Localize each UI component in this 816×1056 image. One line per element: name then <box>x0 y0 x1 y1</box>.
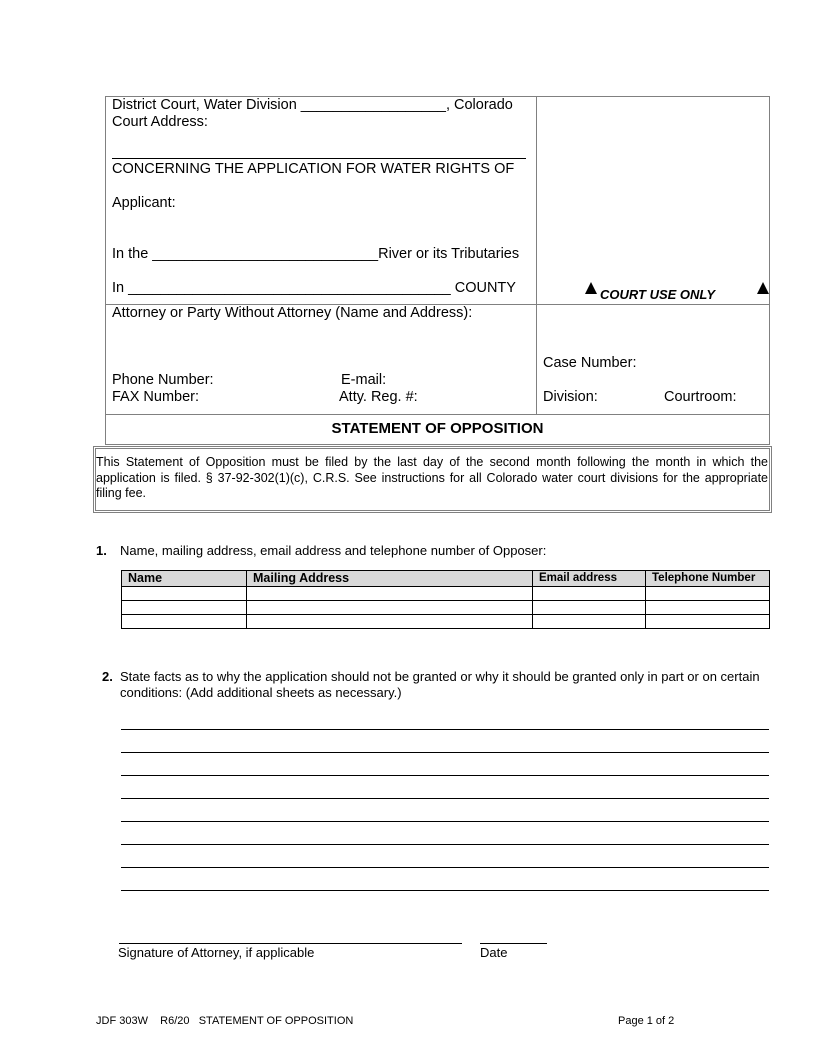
applicant-label: Applicant: <box>112 195 176 211</box>
answer-line[interactable] <box>121 821 769 822</box>
answer-line[interactable] <box>121 752 769 753</box>
col-mailing-address: Mailing Address <box>247 571 533 587</box>
item-2-text-line-2: conditions: (Add additional sheets as necessary.) <box>120 685 402 700</box>
division-label: Division: <box>543 389 598 405</box>
signature-label: Signature of Attorney, if applicable <box>118 945 315 960</box>
mailing-address-cell[interactable] <box>247 615 533 629</box>
opposer-table <box>121 570 770 629</box>
mailing-address-cell[interactable] <box>247 587 533 601</box>
river-line: In the ____________________________River or its Tributaries <box>112 246 520 262</box>
item-2-number: 2. <box>102 669 113 684</box>
table-row <box>122 587 770 601</box>
email-label: E-mail: <box>341 372 387 388</box>
item-1-text: Name, mailing address, email address and telephone number of Opposer: <box>120 543 547 558</box>
date-label: Date <box>480 945 508 960</box>
court-use-only-label: COURT USE ONLY <box>600 287 716 302</box>
item-1-number: 1. <box>96 543 107 558</box>
email-cell[interactable] <box>533 587 646 601</box>
signature-line[interactable] <box>119 943 462 944</box>
answer-line[interactable] <box>121 890 769 891</box>
concerning-heading: CONCERNING THE APPLICATION FOR WATER RIGHTS OF <box>112 161 515 177</box>
fax-label: FAX Number: <box>112 389 200 405</box>
footer-form-id: JDF 303W R6/20 STATEMENT OF OPPOSITION <box>96 1015 354 1027</box>
col-name: Name <box>122 571 247 587</box>
item-2-text-line-1: State facts as to why the application should not be granted or why it should be granted only in part or on certain <box>120 669 760 684</box>
mailing-address-cell[interactable] <box>247 601 533 615</box>
answer-line[interactable] <box>121 775 769 776</box>
opposer-table-header <box>122 571 770 587</box>
name-cell[interactable] <box>122 601 247 615</box>
telephone-cell[interactable] <box>646 615 770 629</box>
caption-title-rule <box>105 414 770 415</box>
name-cell[interactable] <box>122 615 247 629</box>
phone-label: Phone Number: <box>112 372 214 388</box>
name-cell[interactable] <box>122 587 247 601</box>
email-cell[interactable] <box>533 615 646 629</box>
date-line[interactable] <box>480 943 547 944</box>
triangle-left-icon <box>585 281 597 299</box>
answer-line[interactable] <box>121 844 769 845</box>
court-address-label: Court Address: <box>112 114 208 130</box>
caption-divider <box>536 96 537 414</box>
courtroom-label: Courtroom: <box>664 389 737 405</box>
footer-page-number: Page 1 of 2 <box>618 1015 675 1027</box>
court-address-rule <box>112 158 526 159</box>
table-row <box>122 615 770 629</box>
answer-line[interactable] <box>121 798 769 799</box>
telephone-cell[interactable] <box>646 587 770 601</box>
answer-line[interactable] <box>121 729 769 730</box>
telephone-cell[interactable] <box>646 601 770 615</box>
atty-reg-label: Atty. Reg. #: <box>339 389 418 405</box>
triangle-right-icon <box>757 281 769 299</box>
notice-text: This Statement of Opposition must be filed by the last day of the second month following the month in which the application is filed. § 37-92-302(1)(c), C.R.S. See instructions for all Colorado water court divisions for the appropriate filing fee. <box>96 455 768 500</box>
email-cell[interactable] <box>533 601 646 615</box>
answer-line[interactable] <box>121 867 769 868</box>
county-line: In ________________________________________ COUNTY <box>112 280 516 296</box>
page-title: STATEMENT OF OPPOSITION <box>331 420 544 437</box>
col-telephone-number: Telephone Number <box>646 571 770 587</box>
court-line: District Court, Water Division __________________, Colorado <box>112 97 513 113</box>
table-row <box>122 601 770 615</box>
col-email-address: Email address <box>533 571 646 587</box>
attorney-label: Attorney or Party Without Attorney (Name and Address): <box>112 305 473 321</box>
case-number-label: Case Number: <box>543 355 637 371</box>
